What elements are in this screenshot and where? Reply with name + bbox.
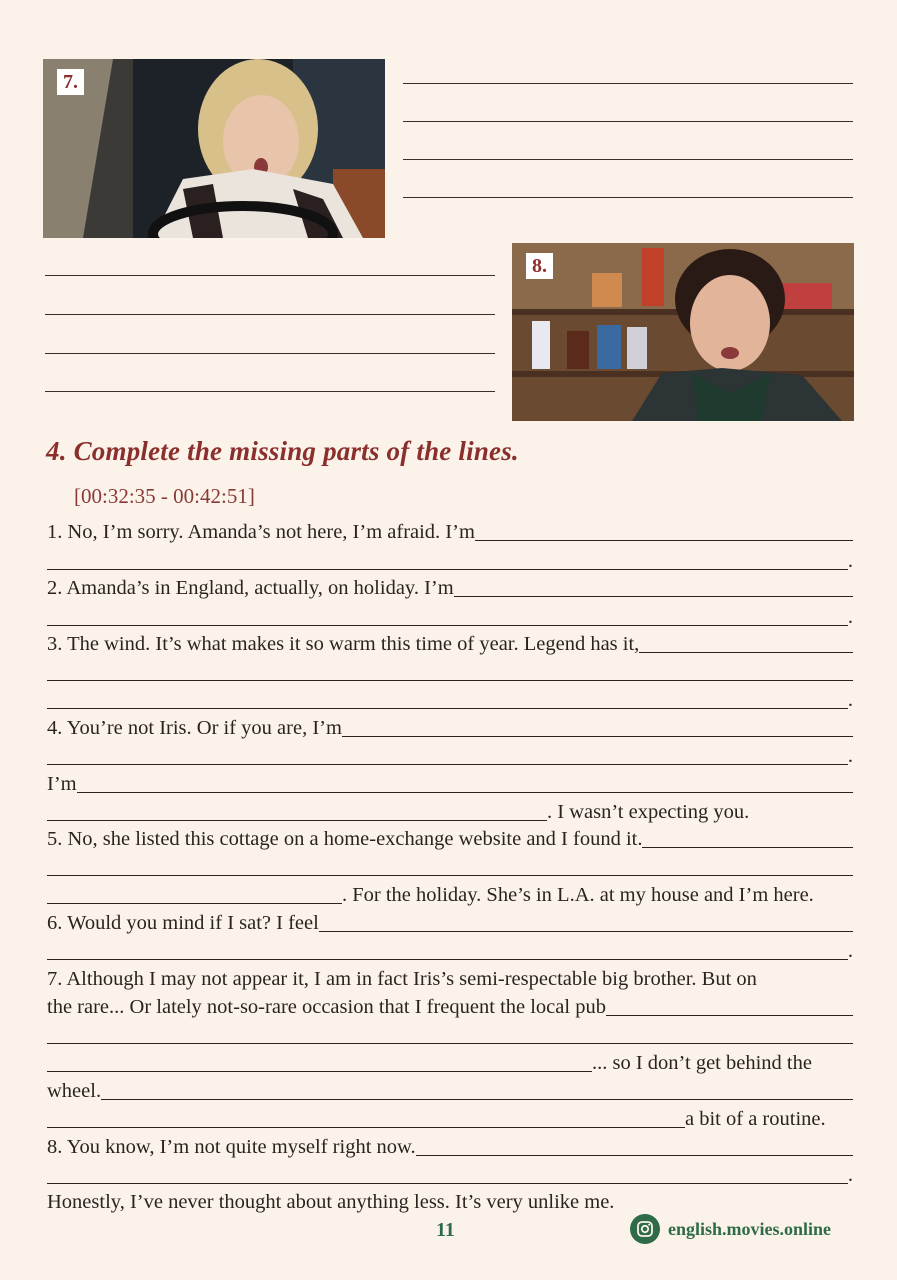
blank-field[interactable] [47, 902, 342, 904]
exercise-line-5a [47, 825, 853, 851]
car-scene-image [43, 59, 385, 238]
movie-still-7 [43, 59, 385, 238]
exercise-line-1a [47, 518, 853, 544]
timecode-range: [00:32:35 - 00:42:51] [74, 484, 255, 508]
line-text: I’m [47, 773, 77, 795]
line-text: Honestly, I’ve never thought about anything less. It’s very unlike me. [47, 1191, 615, 1213]
blank-field[interactable] [47, 707, 848, 709]
exercise-line-6b [47, 937, 853, 963]
brand-handle: english.movies.online [668, 1218, 832, 1239]
blank-field[interactable] [101, 1098, 853, 1100]
line-text: . I wasn’t expecting you. [547, 801, 750, 823]
exercise-line-3a [47, 630, 853, 656]
blank-field[interactable] [642, 846, 853, 848]
photo-number-badge: 8. [526, 253, 553, 279]
writing-line[interactable] [45, 391, 495, 392]
exercise-line-3b [47, 658, 853, 684]
exercise-line-7e [47, 1077, 853, 1103]
line-text: 8. You know, I’m not quite myself right now. [47, 1136, 416, 1158]
line-period: . [847, 940, 853, 962]
photo-number-badge: 7. [57, 69, 84, 95]
line-text: . For the holiday. She’s in L.A. at my house and I’m here. [342, 884, 814, 906]
page-number: 11 [436, 1219, 455, 1241]
section-heading: 4. Complete the missing parts of the lines. [46, 436, 519, 466]
blank-field[interactable] [47, 1042, 853, 1044]
line-text: 4. You’re not Iris. Or if you are, I’m [47, 717, 342, 739]
exercise-line-7f [47, 1105, 853, 1131]
exercise-line-8a [47, 1133, 853, 1159]
exercise-line-6a [47, 909, 853, 935]
blank-field[interactable] [47, 679, 853, 681]
writing-line[interactable] [403, 83, 853, 84]
blank-field[interactable] [47, 1070, 592, 1072]
exercise-line-5c [47, 881, 853, 907]
exercise-line-7a [47, 965, 853, 991]
blank-field[interactable] [47, 763, 848, 765]
blank-field[interactable] [475, 539, 853, 541]
blank-field[interactable] [47, 958, 848, 960]
line-text: 3. The wind. It’s what makes it so warm this time of year. Legend has it, [47, 633, 640, 655]
line-text: ... so I don’t get behind the [592, 1052, 812, 1074]
exercise-line-4d [47, 798, 853, 824]
writing-line[interactable] [45, 314, 495, 315]
brand-footer[interactable] [630, 1214, 831, 1244]
line-text: a bit of a routine. [685, 1108, 826, 1130]
exercise-line-4a [47, 714, 853, 740]
exercise-line-8c [47, 1188, 853, 1214]
writing-line[interactable] [403, 197, 853, 198]
line-period: . [847, 606, 853, 628]
blank-field[interactable] [47, 874, 853, 876]
writing-line[interactable] [45, 353, 495, 354]
instagram-icon [630, 1214, 660, 1244]
exercise-line-1b [47, 547, 853, 573]
movie-still-8 [512, 243, 854, 421]
blank-field[interactable] [319, 930, 853, 932]
exercise-line-2b [47, 603, 853, 629]
blank-field[interactable] [606, 1014, 853, 1016]
line-period: . [847, 1164, 853, 1186]
line-text: the rare... Or lately not-so-rare occasion that I frequent the local pub [47, 996, 606, 1018]
exercise-line-7c [47, 1021, 853, 1047]
blank-field[interactable] [47, 1182, 848, 1184]
exercise-line-5b [47, 853, 853, 879]
blank-field[interactable] [47, 568, 848, 570]
exercise-line-7b [47, 993, 853, 1019]
line-period: . [847, 745, 853, 767]
line-period: . [847, 689, 853, 711]
exercise-line-3c [47, 686, 853, 712]
exercise-line-8b [47, 1161, 853, 1187]
exercise-line-4b [47, 742, 853, 768]
shop-scene-image [512, 243, 854, 421]
line-text: 7. Although I may not appear it, I am in fact Iris’s semi-respectable big brother. But on [47, 968, 757, 990]
exercise-line-4c [47, 770, 853, 796]
line-text: 5. No, she listed this cottage on a home-exchange website and I found it. [47, 828, 643, 850]
line-text: 2. Amanda’s in England, actually, on holiday. I’m [47, 577, 454, 599]
blank-field[interactable] [416, 1154, 853, 1156]
line-period: . [847, 550, 853, 572]
writing-line[interactable] [45, 275, 495, 276]
line-text: 6. Would you mind if I sat? I feel [47, 912, 319, 934]
writing-line[interactable] [403, 159, 853, 160]
blank-field[interactable] [342, 735, 853, 737]
exercise-line-7d [47, 1049, 853, 1075]
blank-field[interactable] [47, 1126, 685, 1128]
blank-field[interactable] [454, 595, 853, 597]
line-text: wheel. [47, 1080, 102, 1102]
line-text: 1. No, I’m sorry. Amanda’s not here, I’m afraid. I’m [47, 521, 475, 543]
blank-field[interactable] [639, 651, 853, 653]
blank-field[interactable] [47, 819, 547, 821]
blank-field[interactable] [47, 624, 848, 626]
exercise-line-2a [47, 574, 853, 600]
writing-line[interactable] [403, 121, 853, 122]
blank-field[interactable] [77, 791, 853, 793]
